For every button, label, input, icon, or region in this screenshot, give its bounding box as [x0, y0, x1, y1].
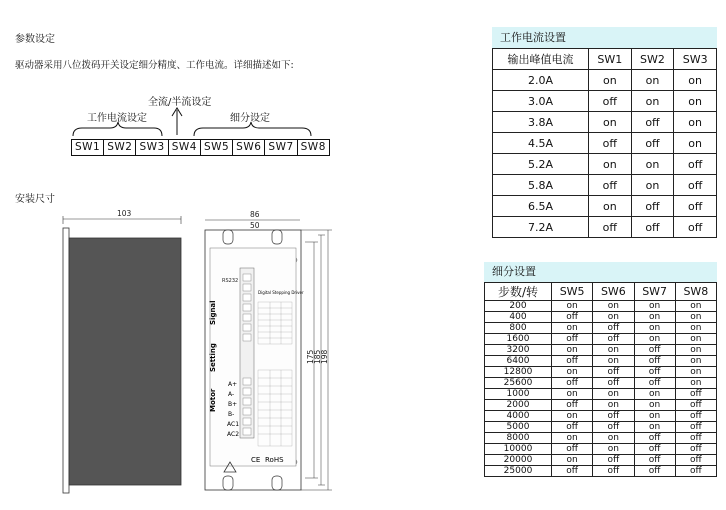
microstep-table [484, 282, 717, 477]
table-cell: 10000 [485, 444, 552, 455]
switch-label: SW2 [104, 140, 136, 155]
table-cell: on [552, 345, 593, 356]
table-row [485, 400, 717, 411]
column-header: SW8 [675, 283, 716, 301]
table-cell: off [675, 422, 716, 433]
dim-50: 50 [250, 221, 260, 230]
pin-ac1: AC1 [227, 421, 240, 428]
switch-label: SW7 [265, 140, 297, 155]
table-cell: on [593, 345, 634, 356]
label-current: 工作电流设定 [87, 113, 147, 124]
column-header: 输出峰值电流 [493, 49, 589, 70]
table-row [493, 175, 717, 196]
table-cell: on [631, 175, 674, 196]
dip-switch-strip [71, 139, 330, 156]
table-cell: 25000 [485, 466, 552, 477]
motor-label: Motor [209, 388, 217, 412]
table-cell: off [631, 112, 674, 133]
table-cell: on [675, 378, 716, 389]
table-cell: off [631, 196, 674, 217]
table-cell: on [589, 154, 632, 175]
table-cell: 25600 [485, 378, 552, 389]
table-cell: 1600 [485, 334, 552, 345]
side-flange [63, 228, 69, 493]
column-header: SW6 [593, 283, 634, 301]
switch-label: SW1 [72, 140, 104, 155]
table-cell: on [593, 312, 634, 323]
switch-brackets [0, 0, 330, 140]
label-microstep: 细分设定 [230, 113, 270, 124]
column-header: SW1 [589, 49, 632, 70]
table-cell: off [634, 367, 675, 378]
table-cell: off [634, 378, 675, 389]
current-table-title: 工作电流设置 [492, 27, 717, 48]
switch-label: SW4 [169, 140, 201, 155]
table-cell: 800 [485, 323, 552, 334]
column-header: SW3 [674, 49, 717, 70]
table-cell: on [634, 312, 675, 323]
microstep-table-title: 细分设置 [484, 262, 717, 282]
table-row [493, 196, 717, 217]
dim-86: 86 [250, 210, 260, 219]
table-cell: off [589, 217, 632, 238]
table-cell: 400 [485, 312, 552, 323]
table-cell: off [675, 411, 716, 422]
table-cell: on [674, 112, 717, 133]
table-cell: 4000 [485, 411, 552, 422]
table-cell: off [552, 378, 593, 389]
table-cell: off [634, 455, 675, 466]
table-row [485, 433, 717, 444]
table-cell: on [675, 312, 716, 323]
table-cell: 8000 [485, 433, 552, 444]
signal-label: Signal [209, 300, 217, 325]
table-cell: on [631, 154, 674, 175]
pin-a-plus: A+ [228, 381, 238, 388]
table-row [493, 70, 717, 91]
table-cell: 2000 [485, 400, 552, 411]
table-row [485, 323, 717, 334]
table-row [485, 301, 717, 312]
table-cell: off [634, 345, 675, 356]
table-cell: off [552, 312, 593, 323]
table-cell: 5000 [485, 422, 552, 433]
table-cell: 200 [485, 301, 552, 312]
table-cell: off [593, 411, 634, 422]
table-cell: on [589, 112, 632, 133]
table-cell: off [631, 217, 674, 238]
current-table [492, 48, 717, 238]
pin-b-plus: B+ [228, 401, 238, 408]
table-cell: off [593, 378, 634, 389]
table-row [485, 312, 717, 323]
table-row [485, 334, 717, 345]
label-full-half: 全流/半流设定 [148, 97, 212, 108]
setting-label: Setting [209, 343, 217, 372]
table-cell: off [593, 334, 634, 345]
install-title: 安装尺寸 [15, 194, 55, 205]
table-cell: on [634, 389, 675, 400]
column-header: 步数/转 [485, 283, 552, 301]
table-cell: on [552, 323, 593, 334]
ce-mark: CE [251, 456, 261, 464]
table-cell: on [674, 70, 717, 91]
table-cell: off [593, 455, 634, 466]
table-cell: on [552, 433, 593, 444]
switch-label: SW6 [233, 140, 265, 155]
table-cell: off [634, 466, 675, 477]
table-cell: 6.5A [493, 196, 589, 217]
rs232-label: RS232 [222, 278, 239, 284]
table-cell: 3200 [485, 345, 552, 356]
table-cell: on [674, 133, 717, 154]
description: 驱动器采用八位拨码开关设定细分精度、工作电流。详细描述如下: [15, 60, 294, 71]
table-cell: off [589, 133, 632, 154]
table-cell: on [593, 389, 634, 400]
table-cell: on [634, 400, 675, 411]
column-header: SW7 [634, 283, 675, 301]
table-row [493, 91, 717, 112]
table-cell: off [593, 422, 634, 433]
table-cell: on [634, 323, 675, 334]
table-row [493, 154, 717, 175]
table-row [485, 455, 717, 466]
table-row [485, 411, 717, 422]
table-cell: on [634, 301, 675, 312]
dim-198: 198 [320, 349, 329, 364]
panel-title: Digital Stepping Driver [258, 290, 304, 295]
table-cell: off [675, 466, 716, 477]
pin-b-minus: B- [228, 411, 235, 418]
switch-label: SW3 [136, 140, 168, 155]
table-row [485, 389, 717, 400]
table-row [493, 112, 717, 133]
table-cell: on [675, 345, 716, 356]
table-row [485, 444, 717, 455]
table-cell: 3.8A [493, 112, 589, 133]
table-cell: 20000 [485, 455, 552, 466]
table-cell: off [675, 444, 716, 455]
table-cell: 6400 [485, 356, 552, 367]
table-cell: off [634, 356, 675, 367]
table-cell: on [593, 444, 634, 455]
dim-103: 103 [117, 209, 132, 218]
table-cell: off [593, 323, 634, 334]
table-cell: off [552, 444, 593, 455]
table-row [493, 217, 717, 238]
table-cell: on [675, 367, 716, 378]
table-row [485, 422, 717, 433]
table-cell: off [631, 133, 674, 154]
table-cell: on [675, 323, 716, 334]
table-cell: on [552, 411, 593, 422]
table-cell: on [675, 334, 716, 345]
table-row [485, 378, 717, 389]
pin-a-minus: A- [228, 391, 235, 398]
table-cell: 4.5A [493, 133, 589, 154]
table-cell: on [552, 367, 593, 378]
pin-ac2: AC2 [227, 431, 240, 438]
table-cell: 3.0A [493, 91, 589, 112]
table-cell: off [593, 466, 634, 477]
table-cell: on [552, 455, 593, 466]
table-row [485, 466, 717, 477]
table-cell: on [552, 389, 593, 400]
table-cell: off [674, 175, 717, 196]
section-title: 参数设定 [15, 34, 55, 45]
table-row [485, 345, 717, 356]
table-cell: 1000 [485, 389, 552, 400]
table-cell: off [675, 455, 716, 466]
table-row [485, 356, 717, 367]
table-cell: on [593, 301, 634, 312]
table-cell: 12800 [485, 367, 552, 378]
table-cell: on [634, 422, 675, 433]
table-cell: off [552, 334, 593, 345]
table-cell: off [589, 91, 632, 112]
dim-175: 175 [306, 349, 315, 364]
switch-label: SW5 [201, 140, 233, 155]
table-cell: off [675, 400, 716, 411]
table-cell: off [674, 154, 717, 175]
side-heatsink [69, 238, 181, 485]
table-cell: on [631, 70, 674, 91]
table-cell: on [631, 91, 674, 112]
table-cell: on [593, 433, 634, 444]
table-cell: on [674, 91, 717, 112]
table-cell: off [674, 217, 717, 238]
switch-label: SW8 [300, 141, 326, 153]
table-cell: on [675, 301, 716, 312]
table-row [485, 367, 717, 378]
table-cell: on [634, 334, 675, 345]
table-cell: 5.2A [493, 154, 589, 175]
table-cell: on [552, 301, 593, 312]
table-cell: on [634, 411, 675, 422]
table-cell: off [552, 466, 593, 477]
column-header: SW2 [631, 49, 674, 70]
table-cell: off [593, 367, 634, 378]
column-header: SW5 [552, 283, 593, 301]
table-cell: off [552, 400, 593, 411]
table-cell: on [675, 356, 716, 367]
table-cell: off [552, 422, 593, 433]
table-cell: 7.2A [493, 217, 589, 238]
table-cell: on [589, 70, 632, 91]
table-cell: off [675, 389, 716, 400]
table-cell: off [634, 433, 675, 444]
table-cell: off [634, 444, 675, 455]
table-cell: 2.0A [493, 70, 589, 91]
table-cell: on [593, 356, 634, 367]
table-cell: off [552, 356, 593, 367]
table-cell: off [675, 433, 716, 444]
installation-drawing [0, 200, 340, 500]
dim-185: 185 [313, 349, 322, 364]
table-cell: off [589, 175, 632, 196]
rohs-mark: RoHS [265, 456, 284, 464]
table-cell: 5.8A [493, 175, 589, 196]
table-row [493, 133, 717, 154]
table-cell: off [674, 196, 717, 217]
table-cell: on [589, 196, 632, 217]
table-cell: on [593, 400, 634, 411]
